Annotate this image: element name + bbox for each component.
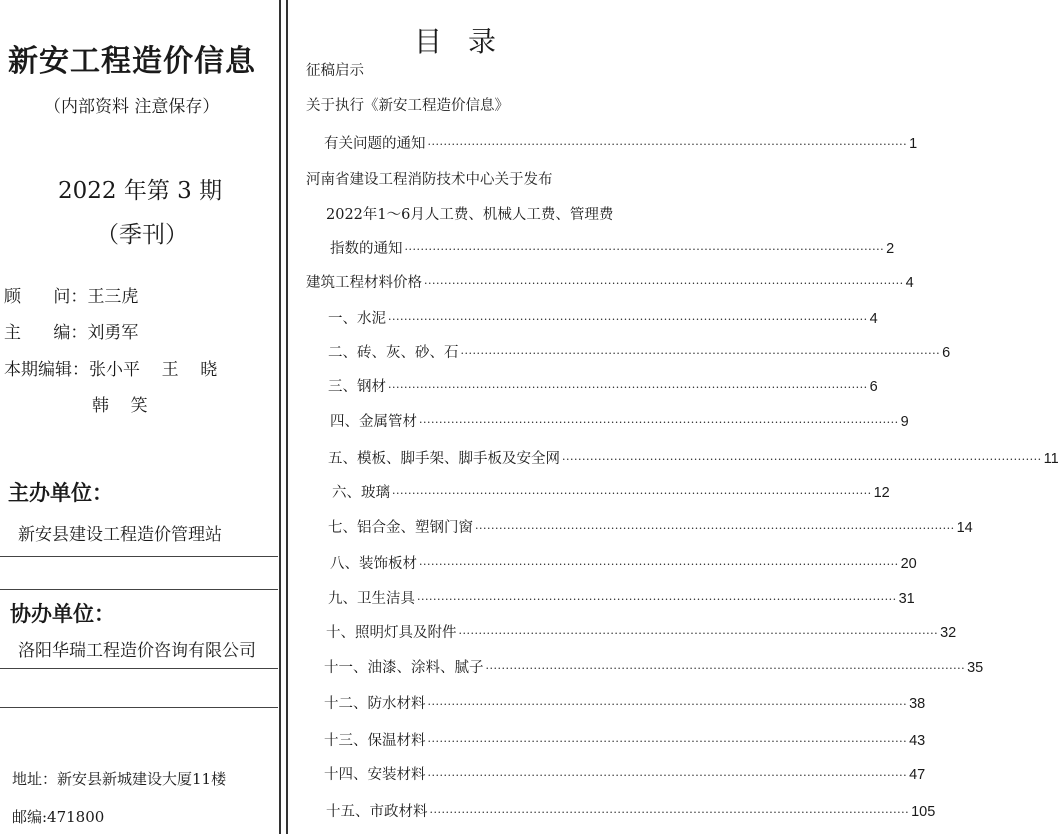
toc-entry-text: 2022年1～6月人工费、机械人工费、管理费: [326, 207, 614, 223]
toc-leader-dots: ························································································································: [427, 735, 908, 748]
toc-page-number: 4: [869, 311, 878, 327]
toc-page-number: 35: [967, 660, 984, 676]
toc-panel: [292, 0, 1059, 834]
toc-entry: [292, 587, 915, 617]
toc-entry-text: 二、砖、灰、砂、石: [328, 345, 459, 361]
toc-leader-dots: ························································································································: [429, 806, 910, 819]
toc-page-number: 9: [900, 414, 909, 430]
address: 地址：新安县新城建设大厦11楼: [12, 770, 227, 788]
host-heading: 主办单位：: [8, 480, 113, 505]
toc-leader-dots: ························································································································: [424, 277, 904, 290]
toc-entry-text: 十二、防水材料: [324, 696, 426, 712]
toc-entry-text: 九、卫生洁具: [328, 591, 415, 607]
internal-note: （内部资料 注意保存）: [44, 97, 220, 117]
toc-entry-text: 有关问题的通知: [324, 136, 426, 152]
toc-entry-text: 十、照明灯具及附件: [326, 625, 457, 641]
toc-entry-text: 关于执行《新安工程造价信息》: [306, 98, 509, 114]
toc-entry: [292, 168, 637, 198]
divider: [0, 589, 278, 590]
toc-entry: [292, 729, 926, 759]
toc-entry-text: 征稿启示: [306, 63, 364, 79]
toc-entry: [292, 375, 878, 405]
toc-entry: [292, 656, 984, 686]
toc-entry-text: 七、铝合金、塑钢门窗: [328, 520, 473, 536]
divider: [286, 0, 288, 834]
toc-page-number: 11: [1043, 451, 1059, 467]
toc-entry-text: 五、模板、脚手架、脚手板及安全网: [328, 451, 560, 467]
toc-entry-text: 三、钢材: [328, 379, 386, 395]
toc-entry: [292, 341, 951, 371]
toc-entry-text: 六、玻璃: [332, 485, 390, 501]
toc-leader-dots: ························································································································: [388, 381, 868, 394]
toc-entry: [292, 203, 637, 233]
toc-entry-text: 十三、保温材料: [324, 733, 426, 749]
toc-entry: [292, 481, 890, 511]
issue-editors-label: 本期编辑：: [4, 360, 89, 380]
toc-entry-text: 河南省建设工程消防技术中心关于发布: [306, 172, 553, 188]
advisor-line: [4, 282, 138, 307]
toc-leader-dots: ························································································································: [427, 769, 908, 782]
toc-entry: [292, 94, 637, 124]
co-host-heading: 协办单位：: [10, 601, 115, 626]
toc-entry: [292, 410, 909, 440]
toc-title: 目录: [414, 25, 523, 58]
toc-entry: [292, 271, 914, 301]
toc-entry-text: 指数的通知: [330, 241, 403, 257]
toc-leader-dots: ························································································································: [417, 593, 897, 606]
toc-entry-text: 十一、油漆、涂料、腻子: [324, 660, 484, 676]
toc-page-number: 43: [909, 733, 926, 749]
toc-page-number: 31: [898, 591, 915, 607]
divider: [0, 668, 278, 669]
issue-editors-line: [4, 355, 217, 380]
toc-page-number: 12: [873, 485, 890, 501]
toc-entry: [292, 621, 957, 651]
toc-entry-text: 十五、市政材料: [326, 804, 428, 820]
toc-page-number: 47: [909, 767, 926, 783]
postcode: 邮编:471800: [12, 808, 105, 826]
divider: [0, 707, 278, 708]
toc-page-number: 6: [869, 379, 878, 395]
chief-editor-line: [4, 318, 138, 343]
toc-leader-dots: ························································································································: [458, 627, 939, 640]
toc-page-number: 20: [900, 556, 917, 572]
issue-number: 2022 年第 3 期: [58, 178, 223, 204]
toc-leader-dots: ························································································································: [388, 313, 868, 326]
toc-entry: [292, 59, 637, 89]
toc-entry-text: 建筑工程材料价格: [306, 275, 422, 291]
co-host-org: 洛阳华瑞工程造价咨询有限公司: [18, 641, 256, 661]
divider: [0, 556, 278, 557]
toc-leader-dots: ························································································································: [427, 138, 908, 151]
toc-leader-dots: ························································································································: [404, 243, 885, 256]
issue-editors-names-2: 韩 笑: [92, 396, 148, 416]
toc-leader-dots: ························································································································: [427, 698, 908, 711]
toc-page-number: 14: [956, 520, 973, 536]
masthead: 新安工程造价信息: [8, 44, 256, 79]
toc-entry: [292, 132, 918, 162]
quarterly-label: （季刊）: [96, 222, 188, 248]
toc-leader-dots: ························································································································: [485, 662, 966, 675]
chief-editor-label: 主 编：: [4, 323, 88, 343]
toc-page-number: 38: [909, 696, 926, 712]
toc-entry: [292, 237, 895, 267]
toc-page-number: 6: [942, 345, 951, 361]
toc-entry-text: 八、装饰板材: [330, 556, 417, 572]
toc-page-number: 1: [909, 136, 918, 152]
toc-page-number: 4: [905, 275, 914, 291]
toc-entry: [292, 692, 926, 722]
toc-page-number: 105: [911, 804, 936, 820]
toc-entry-text: 一、水泥: [328, 311, 386, 327]
toc-leader-dots: ························································································································: [419, 558, 899, 571]
toc-entry: [292, 516, 973, 546]
toc-entry: [292, 447, 1059, 477]
toc-entry-text: 四、金属管材: [330, 414, 417, 430]
toc-entry: [292, 307, 878, 337]
divider: [279, 0, 281, 834]
cover-panel: [0, 0, 282, 834]
chief-editor-name: 刘勇军: [87, 323, 139, 343]
toc-leader-dots: ························································································································: [562, 453, 1042, 466]
issue-editors-names: 张小平 王 晓: [89, 360, 218, 380]
advisor-label: 顾 问：: [4, 287, 88, 307]
host-org: 新安县建设工程造价管理站: [18, 525, 222, 545]
toc-leader-dots: ························································································································: [419, 416, 899, 429]
toc-page-number: 32: [940, 625, 957, 641]
toc-entry-text: 十四、安装材料: [324, 767, 426, 783]
toc-leader-dots: ························································································································: [475, 522, 955, 535]
advisor-name: 王三虎: [87, 287, 139, 307]
toc-page-number: 2: [886, 241, 895, 257]
toc-leader-dots: ························································································································: [460, 347, 941, 360]
toc-entry: [292, 763, 926, 793]
toc-leader-dots: ························································································································: [392, 487, 872, 500]
toc-entry: [292, 800, 936, 830]
toc-entry: [292, 552, 917, 582]
